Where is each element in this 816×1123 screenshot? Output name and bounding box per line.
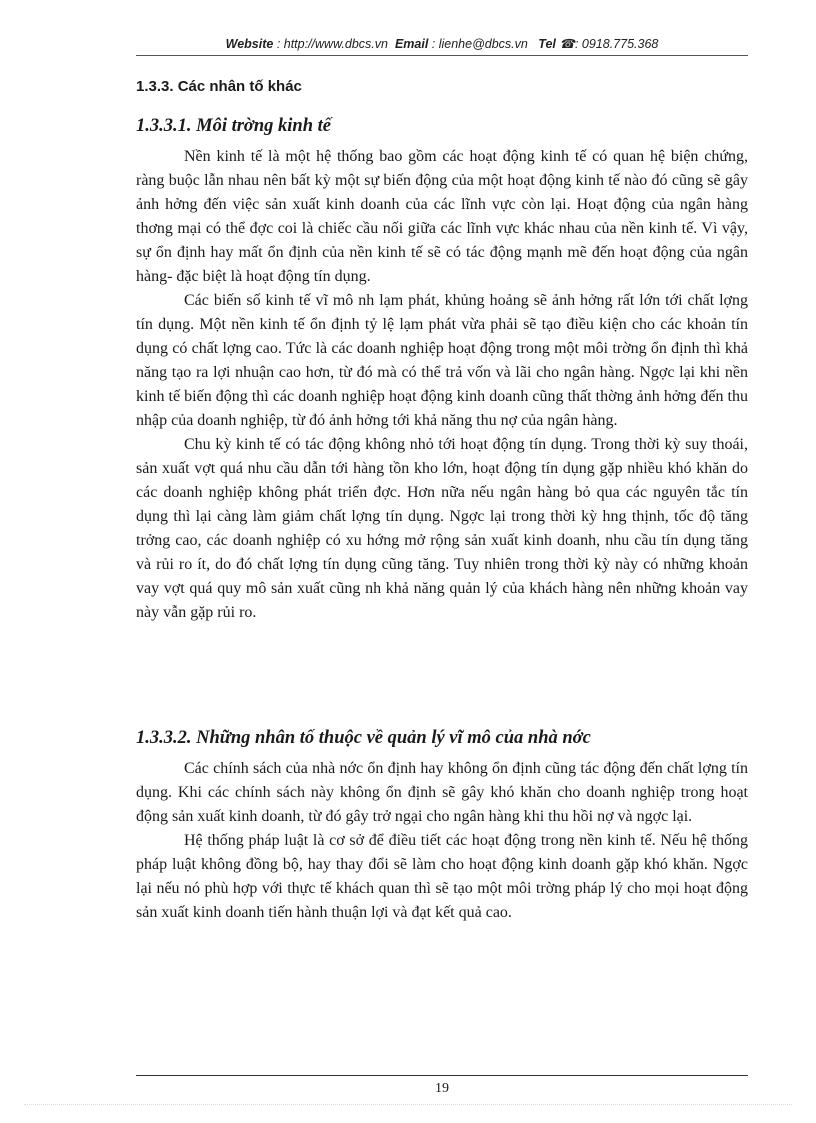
subsection-2-title: 1.3.3.2. Những nhân tố thuộc về quản lý vĩ mô của nhà nớc <box>136 728 591 748</box>
header-divider <box>136 55 748 56</box>
subsection-1-body <box>136 145 748 625</box>
paragraph: Nền kinh tế là một hệ thống bao gồm các hoạt động kinh tế có quan hệ biện chứng, ràng buộc lẫn nhau nên bất kỳ một sự biến động của một hoạt động kinh tế nào đó cũng sẽ gây ảnh hởng đến việc sản xuất kinh doanh của các lĩnh vực còn lại. Hoạt động của ngân hàng thơng mại có thể đợc coi là chiếc cầu nối giữa các lĩnh vực khác nhau của nền kinh tế. Vì vậy, sự ổn định hay mất ổn định của nền kinh tế sẽ có tác động mạnh mẽ đến hoạt động của ngân hàng- đặc biệt là hoạt động tín dụng. <box>136 148 748 285</box>
section-title: 1.3.3. Các nhân tố khác <box>136 78 302 95</box>
footer-divider <box>136 1075 748 1076</box>
paragraph: Chu kỳ kinh tế có tác động không nhỏ tới hoạt động tín dụng. Trong thời kỳ suy thoái, sản xuất vợt quá nhu cầu dẫn tới hàng tồn kho lớn, hoạt động tín dụng gặp nhiều khó khăn do các doanh nghiệp không phát triển đợc. Hơn nữa nếu ngân hàng bỏ qua các nguyên tắc tín dụng thì lại càng làm giảm chất lợng tín dụng. Ngợc lại trong thời kỳ hng thịnh, tốc độ tăng trởng cao, các doanh nghiệp có xu hớng mở rộng sản xuất kinh doanh, nhu cầu tín dụng tăng và rủi ro ít, do đó chất lợng tín dụng cũng tăng. Tuy nhiên trong thời kỳ này có những khoản vay vợt quá quy mô sản xuất cũng nh khả năng quản lý của khách hàng nên những khoản vay này vẫn gặp rủi ro. <box>136 436 748 621</box>
paragraph: Hệ thống pháp luật là cơ sở để điều tiết các hoạt động trong nền kinh tế. Nếu hệ thống pháp luật không đồng bộ, hay thay đổi sẽ làm cho hoạt động kinh doanh gặp khó khăn. Ngợc lại nếu nó phù hợp với thực tế khách quan thì sẽ tạo một môi trờng pháp lý cho mọi hoạt động sản xuất kinh doanh tiến hành thuận lợi và đạt kết quả cao. <box>136 832 748 921</box>
tel-label: Tel <box>538 37 556 51</box>
page-number: 19 <box>435 1081 449 1096</box>
website-label: Website <box>225 37 274 51</box>
subsection-1-title: 1.3.3.1. Môi trờng kinh tế <box>136 116 331 136</box>
email-label: Email <box>394 37 429 51</box>
page-header <box>136 36 748 51</box>
page-bottom-border <box>24 1104 792 1105</box>
website-url: : http://www.dbcs.vn <box>276 37 388 51</box>
paragraph: Các chính sách của nhà nớc ổn định hay không ổn định cũng tác động đến chất lợng tín dụng. Khi các chính sách này không ổn định sẽ gây khó khăn cho doanh nghiệp trong hoạt động sản xuất kinh doanh, từ đó gây trở ngại cho ngân hàng khi thu hồi nợ và ngợc lại. <box>136 760 748 825</box>
email-address: : lienhe@dbcs.vn <box>431 37 528 51</box>
paragraph: Các biến số kinh tế vĩ mô nh lạm phát, khủng hoảng sẽ ảnh hởng rất lớn tới chất lợng tín dụng. Một nền kinh tế ổn định tỷ lệ lạm phát vừa phải sẽ tạo điều kiện cho các khoản tín dụng có chất lợng cao. Tức là các doanh nghiệp hoạt động trong một môi trờng ổn định thì khả năng tạo ra lợi nhuận cao hơn, từ đó mà có thể trả vốn và lãi cho ngân hàng. Ngợc lại khi nền kinh tế biến động thì các doanh nghiệp hoạt động kinh doanh cũng thất thờng ảnh hởng đến thu nhập của doanh nghiệp, từ đó ảnh hởng tới khả năng thu nợ của ngân hàng. <box>136 292 748 429</box>
tel-number: ☎: 0918.775.368 <box>559 37 659 51</box>
subsection-2-body <box>136 757 748 925</box>
